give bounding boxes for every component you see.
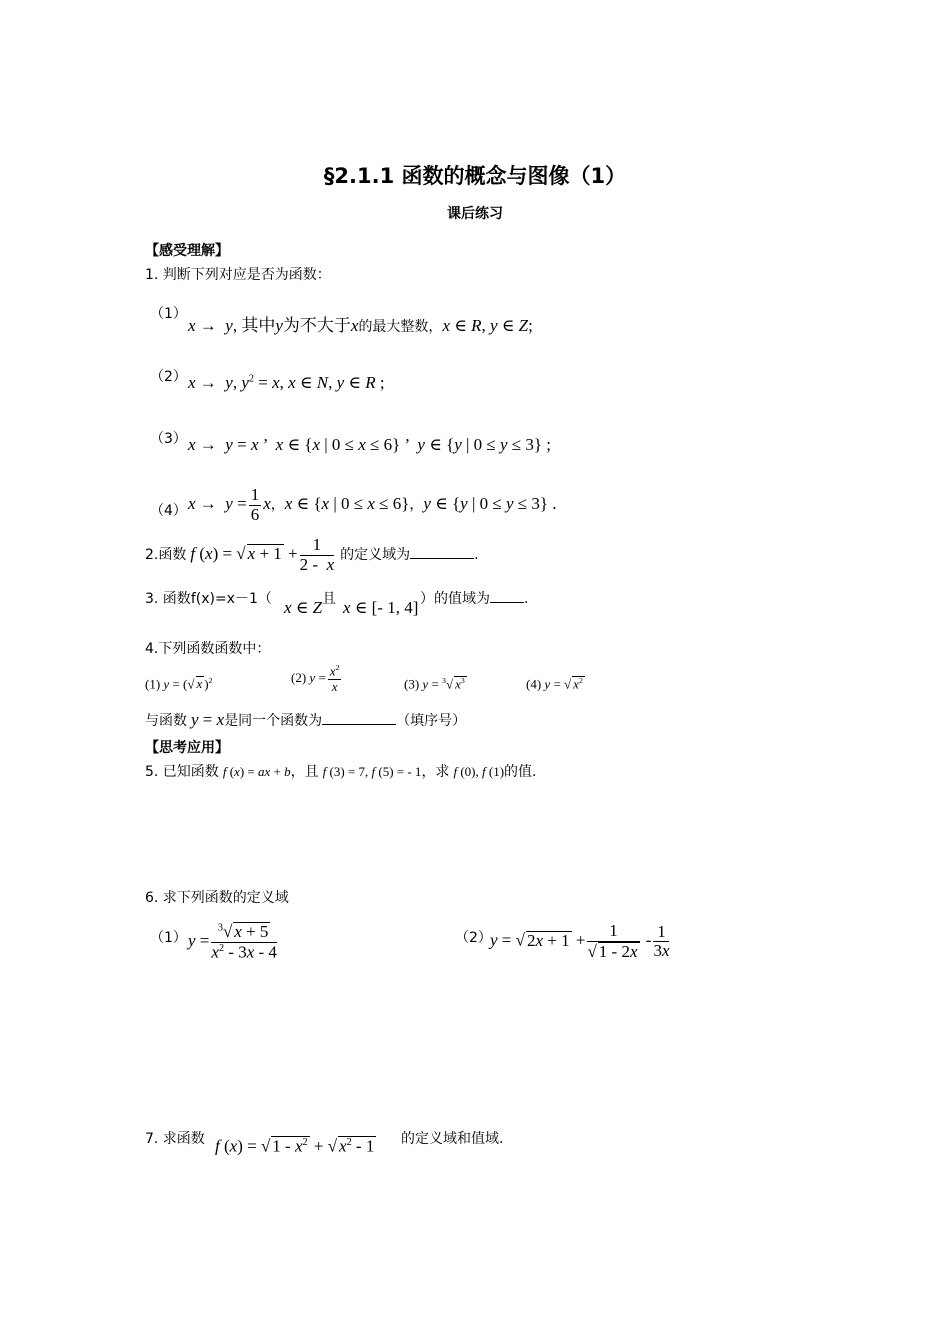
question-4-line-2-mid: 是同一个函数为 bbox=[224, 713, 323, 729]
question-3-condition-2: x ∈ [- 1, 4] bbox=[343, 598, 419, 617]
question-4-line-2 bbox=[145, 710, 466, 730]
item-4-sep-1: ， bbox=[270, 497, 285, 514]
question-3-end: . bbox=[524, 591, 529, 607]
question-4-option-3: (3) y = $^3$√ $x^3$ bbox=[404, 676, 465, 692]
item-1-tail: 的最大整数， bbox=[358, 319, 443, 335]
answer-blank[interactable] bbox=[490, 588, 524, 603]
question-3-and: 且 bbox=[322, 591, 336, 607]
option-label: (3) bbox=[404, 676, 420, 692]
question-7-prefix: 7. 求函数 bbox=[145, 1131, 205, 1147]
section-heading-application: 【思考应用】 bbox=[145, 740, 229, 756]
question-5-prefix: 5. 已知函数 bbox=[145, 764, 219, 780]
question-6-item-1-label: （1） bbox=[150, 930, 187, 946]
question-1-item-2 bbox=[150, 366, 187, 386]
question-4-text: 4.下列函数函数中： bbox=[145, 641, 271, 657]
question-5-conditions: f (3) = 7, f (5) = - 1 bbox=[322, 764, 422, 779]
question-4-line-2-prefix: 与函数 bbox=[145, 713, 187, 729]
answer-blank[interactable] bbox=[410, 544, 474, 559]
question-6-item-1-formula: y = $\frac{^3√ x + 5}{x^2 - 3x - 4}$ bbox=[188, 922, 277, 962]
question-5 bbox=[145, 761, 536, 781]
question-2-suffix: 的定义域为 bbox=[340, 547, 411, 564]
question-7-formula: f (x) = √ $1 - x^2$ + √ $x^2 - 1$ bbox=[215, 1136, 375, 1156]
section-heading-understanding: 【感受理解】 bbox=[145, 243, 229, 259]
question-2-end: . bbox=[474, 547, 479, 564]
question-5-targets: f (0), f (1) bbox=[453, 764, 505, 779]
page-subtitle: 课后练习 bbox=[447, 206, 503, 222]
question-3-condition-1: x ∈ Z bbox=[284, 598, 323, 617]
item-label: （1） bbox=[150, 306, 187, 322]
question-2-formula: f (x) = √ x + 1 + $\frac{1}{2 - x}$ bbox=[190, 535, 335, 574]
question-1-item-4-formula: x → y = $\frac{1}{6}$ x，x ∈ {x | 0 ≤ x ≤ 6}，y ∈ {y | 0 ≤ y ≤ 3} . bbox=[188, 485, 557, 524]
question-7-suffix: 的定义域和值域. bbox=[401, 1131, 504, 1147]
option-label: (4) bbox=[526, 676, 542, 692]
question-2-prefix: 2.函数 bbox=[145, 547, 187, 564]
question-3-close: ）的值域为 bbox=[420, 591, 490, 607]
question-1-item-4 bbox=[150, 500, 187, 520]
question-4-option-4: (4) y = √ $x^2$ bbox=[526, 676, 583, 692]
question-1-item-2-formula: x → y, $y^2 = x$, x ∈ N, y ∈ R ; bbox=[188, 373, 385, 392]
question-6-item-2-formula: y = √ 2x + 1 + $\frac{1}{√ 1 - 2x}$ - $\frac{1}{3x}$ bbox=[490, 921, 670, 961]
page-title: §2.1.1 函数的概念与图像（1） bbox=[323, 164, 627, 188]
question-5-mid: ，且 bbox=[290, 764, 319, 780]
question-1-item-3-formula: x → y = x ’ x ∈ {x | 0 ≤ x ≤ 6} ’ y ∈ {y | 0 ≤ y ≤ 3} ; bbox=[188, 435, 551, 454]
answer-blank[interactable] bbox=[322, 710, 396, 725]
question-5-suffix: 的值. bbox=[504, 764, 537, 780]
question-5-function: f (x) = ax + b bbox=[222, 764, 291, 779]
question-2 bbox=[145, 536, 479, 574]
item-4-sep-2: ， bbox=[409, 497, 424, 514]
question-4-option-2: (2) y = $\frac{x^2}{x}$ bbox=[291, 663, 340, 694]
question-3 bbox=[145, 588, 272, 608]
item-label: （3） bbox=[150, 431, 187, 447]
option-label: (2) bbox=[291, 669, 307, 685]
question-4-reference-function: y = x bbox=[191, 710, 225, 729]
item-label: （4） bbox=[150, 503, 187, 519]
question-3-function: f(x)=x－1（ bbox=[190, 591, 272, 607]
question-3-tail bbox=[420, 588, 528, 608]
question-1-item-3 bbox=[150, 428, 187, 448]
question-1-text: 1. 判断下列对应是否为函数： bbox=[145, 267, 331, 283]
question-4-option-1: (1) y = (√ x )$^2$ bbox=[145, 676, 213, 692]
question-1-item-1-formula: x → y, 其中y为不大于x的最大整数，x ∈ R, y ∈ Z; bbox=[188, 316, 533, 335]
option-label: (1) bbox=[145, 676, 161, 692]
item-label: （2） bbox=[150, 369, 187, 385]
question-6-text: 6. 求下列函数的定义域 bbox=[145, 890, 289, 906]
question-3-prefix: 3. 函数 bbox=[145, 591, 191, 607]
question-4-line-2-suffix: （填序号） bbox=[396, 713, 467, 729]
question-1-item-1 bbox=[150, 303, 187, 323]
question-6-item-2-label: （2） bbox=[455, 930, 492, 946]
question-5-mid-2: ，求 bbox=[421, 764, 450, 780]
